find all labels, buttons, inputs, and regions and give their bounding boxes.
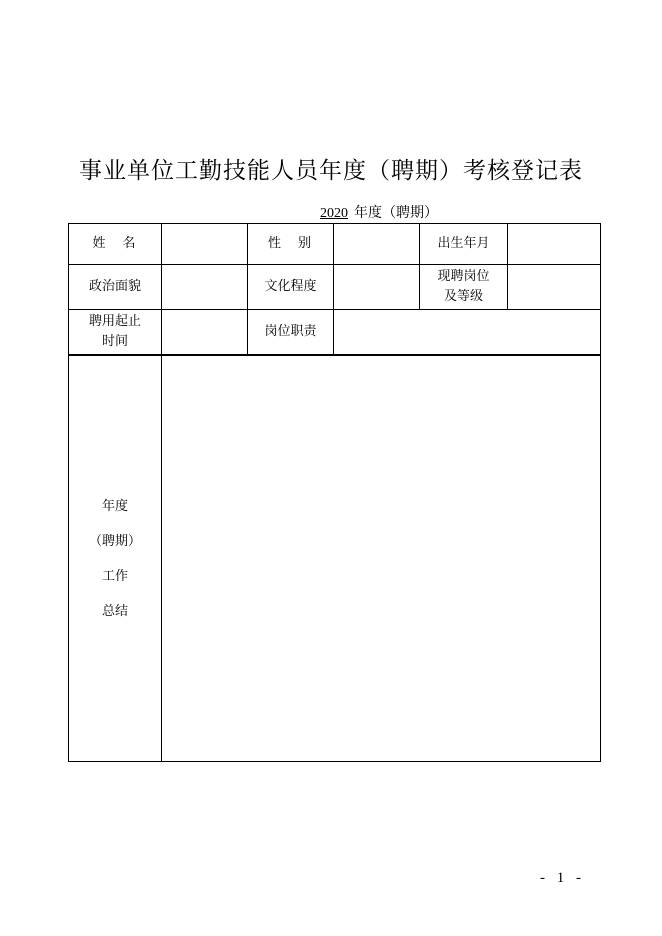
position-label [420, 265, 508, 310]
page-title: 事业单位工勤技能人员年度（聘期）考核登记表 [79, 158, 583, 184]
summary-label-line4: 总结 [101, 603, 128, 619]
duty-label: 岗位职责 [248, 310, 334, 356]
page-number: - 1 - [540, 870, 585, 886]
duty-field[interactable] [334, 310, 601, 356]
term-label [69, 310, 162, 356]
political-field[interactable] [162, 265, 248, 310]
year-value[interactable]: 2020 [320, 206, 348, 221]
summary-label [69, 355, 162, 762]
term-field[interactable] [162, 310, 248, 356]
form-row-basic [69, 224, 601, 265]
form-row-background [69, 265, 601, 310]
position-label-line2: 及等级 [443, 289, 483, 304]
position-field[interactable] [508, 265, 601, 310]
appraisal-form-table [68, 223, 601, 762]
position-label-line1: 现聘岗位 [437, 269, 490, 284]
gender-label: 性 别 [248, 224, 334, 265]
term-label-line2: 时间 [101, 334, 128, 349]
political-label: 政治面貌 [69, 265, 162, 310]
term-label-line1: 聘用起止 [88, 314, 141, 329]
summary-label-line3: 工作 [101, 568, 128, 584]
birth-field[interactable] [508, 224, 601, 265]
birth-label: 出生年月 [420, 224, 508, 265]
year-suffix: 年度（聘期） [354, 206, 438, 221]
form-row-summary [69, 355, 601, 762]
form-row-term [69, 310, 601, 356]
name-label: 姓 名 [69, 224, 162, 265]
name-field[interactable] [162, 224, 248, 265]
year-line [300, 202, 438, 222]
summary-label-line1: 年度 [101, 498, 128, 514]
summary-label-line2: （聘期） [88, 533, 141, 549]
gender-field[interactable] [334, 224, 420, 265]
education-label: 文化程度 [248, 265, 334, 310]
education-field[interactable] [334, 265, 420, 310]
summary-field[interactable] [162, 355, 601, 762]
